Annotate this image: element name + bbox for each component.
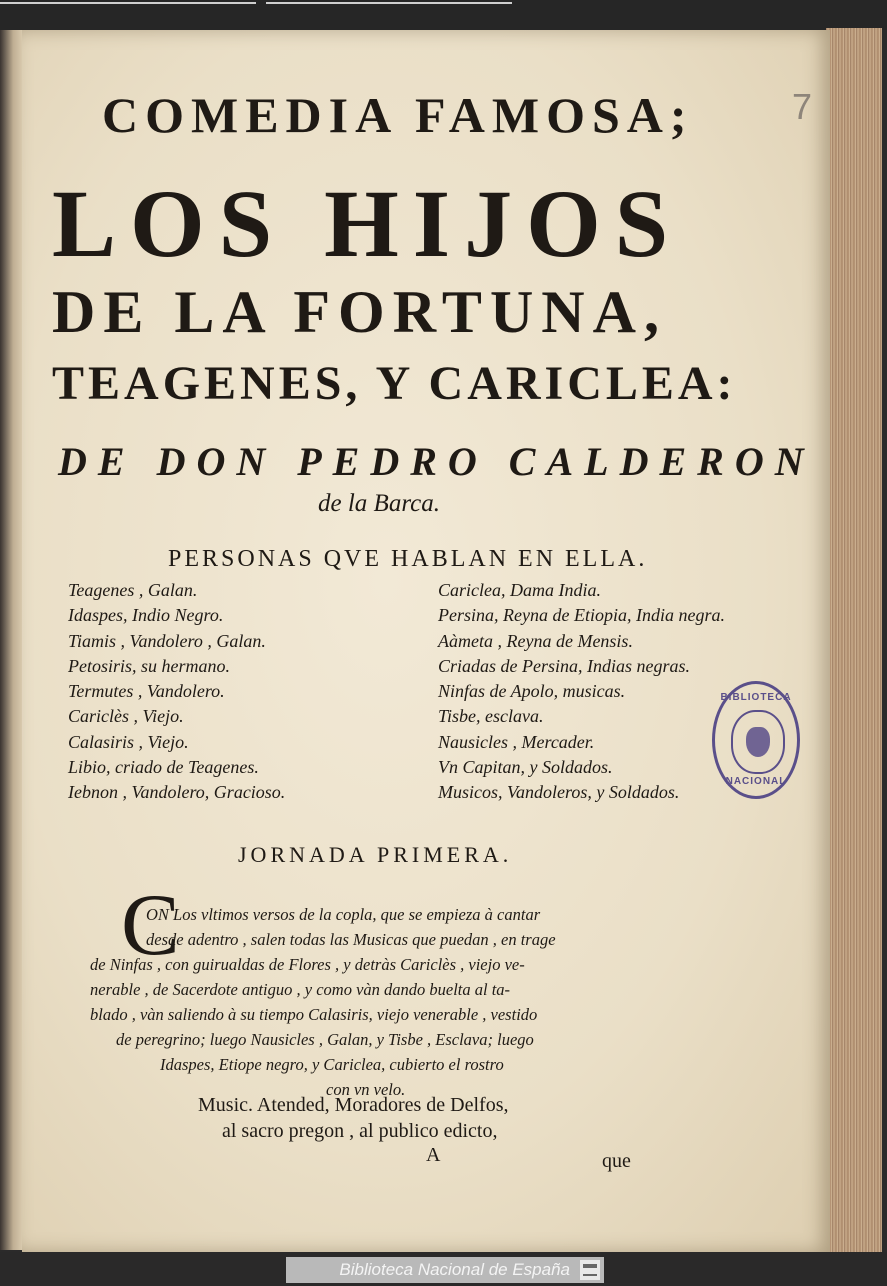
cast-item: Idaspes, Indio Negro. [68, 605, 224, 626]
folio-number: 7 [792, 86, 813, 127]
stage-direction-line: nerable , de Sacerdote antiguo , y como vàn dando buelta al ta- [90, 980, 511, 999]
verse-line: al sacro pregon , al publico edicto, [222, 1120, 498, 1142]
library-icon [580, 1260, 600, 1280]
stage-direction-line: con vn velo. [326, 1080, 406, 1099]
author-line-1: DE DON PEDRO CALDERON [58, 439, 815, 484]
author-line-2: de la Barca. [318, 490, 440, 517]
cast-item: Nausicles , Mercader. [438, 731, 595, 752]
top-strip [0, 0, 887, 30]
stage-direction-line: Idaspes, Etiope negro, y Cariclea, cubierto el rostro [160, 1055, 504, 1074]
cast-item: Musicos, Vandoleros, y Soldados. [438, 782, 680, 803]
stage-direction-line: desde adentro , salen todas las Musicas que puedan , en trage [146, 930, 556, 949]
cast-item: Persina, Reyna de Etiopia, India negra. [438, 605, 725, 626]
top-rule-right [266, 2, 512, 4]
stamp-crest-frame [731, 710, 785, 774]
top-rule-left [0, 2, 256, 4]
stamp-bottom-text: NACIONAL [725, 776, 787, 787]
stage-direction-line: blado , vàn saliendo à su tiempo Calasiris, viejo venerable , vestido [90, 1005, 538, 1024]
cast-item: Cariclea, Dama India. [438, 580, 601, 600]
library-stamp [712, 681, 800, 799]
cast-item: Tiamis , Vandolero , Galan. [68, 630, 266, 651]
cast-item: Cariclès , Viejo. [68, 706, 184, 727]
title-line-1: COMEDIA FAMOSA; [102, 87, 694, 143]
stamp-top-text: BIBLIOTECA [720, 692, 792, 703]
drop-cap: C [121, 877, 180, 974]
title-line-2: LOS HIJOS [52, 170, 683, 277]
cast-item: Termutes , Vandolero. [68, 681, 225, 702]
stage-direction-line: de Ninfas , con guirualdas de Flores , y detràs Cariclès , viejo ve- [90, 955, 525, 974]
cast-item: Iebnon , Vandolero, Gracioso. [68, 782, 286, 803]
cast-item: Ninfas de Apolo, musicas. [438, 681, 626, 702]
title-line-4: TEAGENES, Y CARICLEA: [52, 357, 737, 410]
cast-item: Teagenes , Galan. [68, 580, 198, 600]
cast-item: Vn Capitan, y Soldados. [438, 757, 613, 778]
book-page [22, 30, 830, 1252]
stage-direction-line: ON Los vltimos versos de la copla, que se empieza à cantar [146, 905, 541, 924]
title-line-3: DE LA FORTUNA, [52, 279, 667, 345]
cast-heading: PERSONAS QVE HABLAN EN ELLA. [168, 546, 648, 572]
cast-item: Petosiris, su hermano. [68, 655, 230, 676]
cast-list-left [68, 578, 285, 806]
cast-item: Criadas de Persina, Indias negras. [438, 655, 690, 676]
act-heading: JORNADA PRIMERA. [238, 842, 513, 867]
page-edges [826, 28, 882, 1254]
crown-icon [746, 727, 770, 757]
verse-line: Music. Atended, Moradores de Delfos, [198, 1094, 509, 1116]
footer-text: Biblioteca Nacional de España [339, 1260, 570, 1279]
binding-edge [0, 30, 22, 1250]
cast-list-right [438, 578, 725, 806]
stage-direction-line: de peregrino; luego Nausicles , Galan, y Tisbe , Esclava; luego [116, 1030, 534, 1049]
signature-mark: A [426, 1144, 441, 1166]
footer-watermark [286, 1257, 604, 1283]
catchword: que [602, 1150, 631, 1172]
cast-item: Tisbe, esclava. [438, 706, 544, 727]
cast-item: Aàmeta , Reyna de Mensis. [438, 630, 633, 651]
cast-item: Calasiris , Viejo. [68, 731, 189, 752]
cast-item: Libio, criado de Teagenes. [68, 757, 259, 778]
